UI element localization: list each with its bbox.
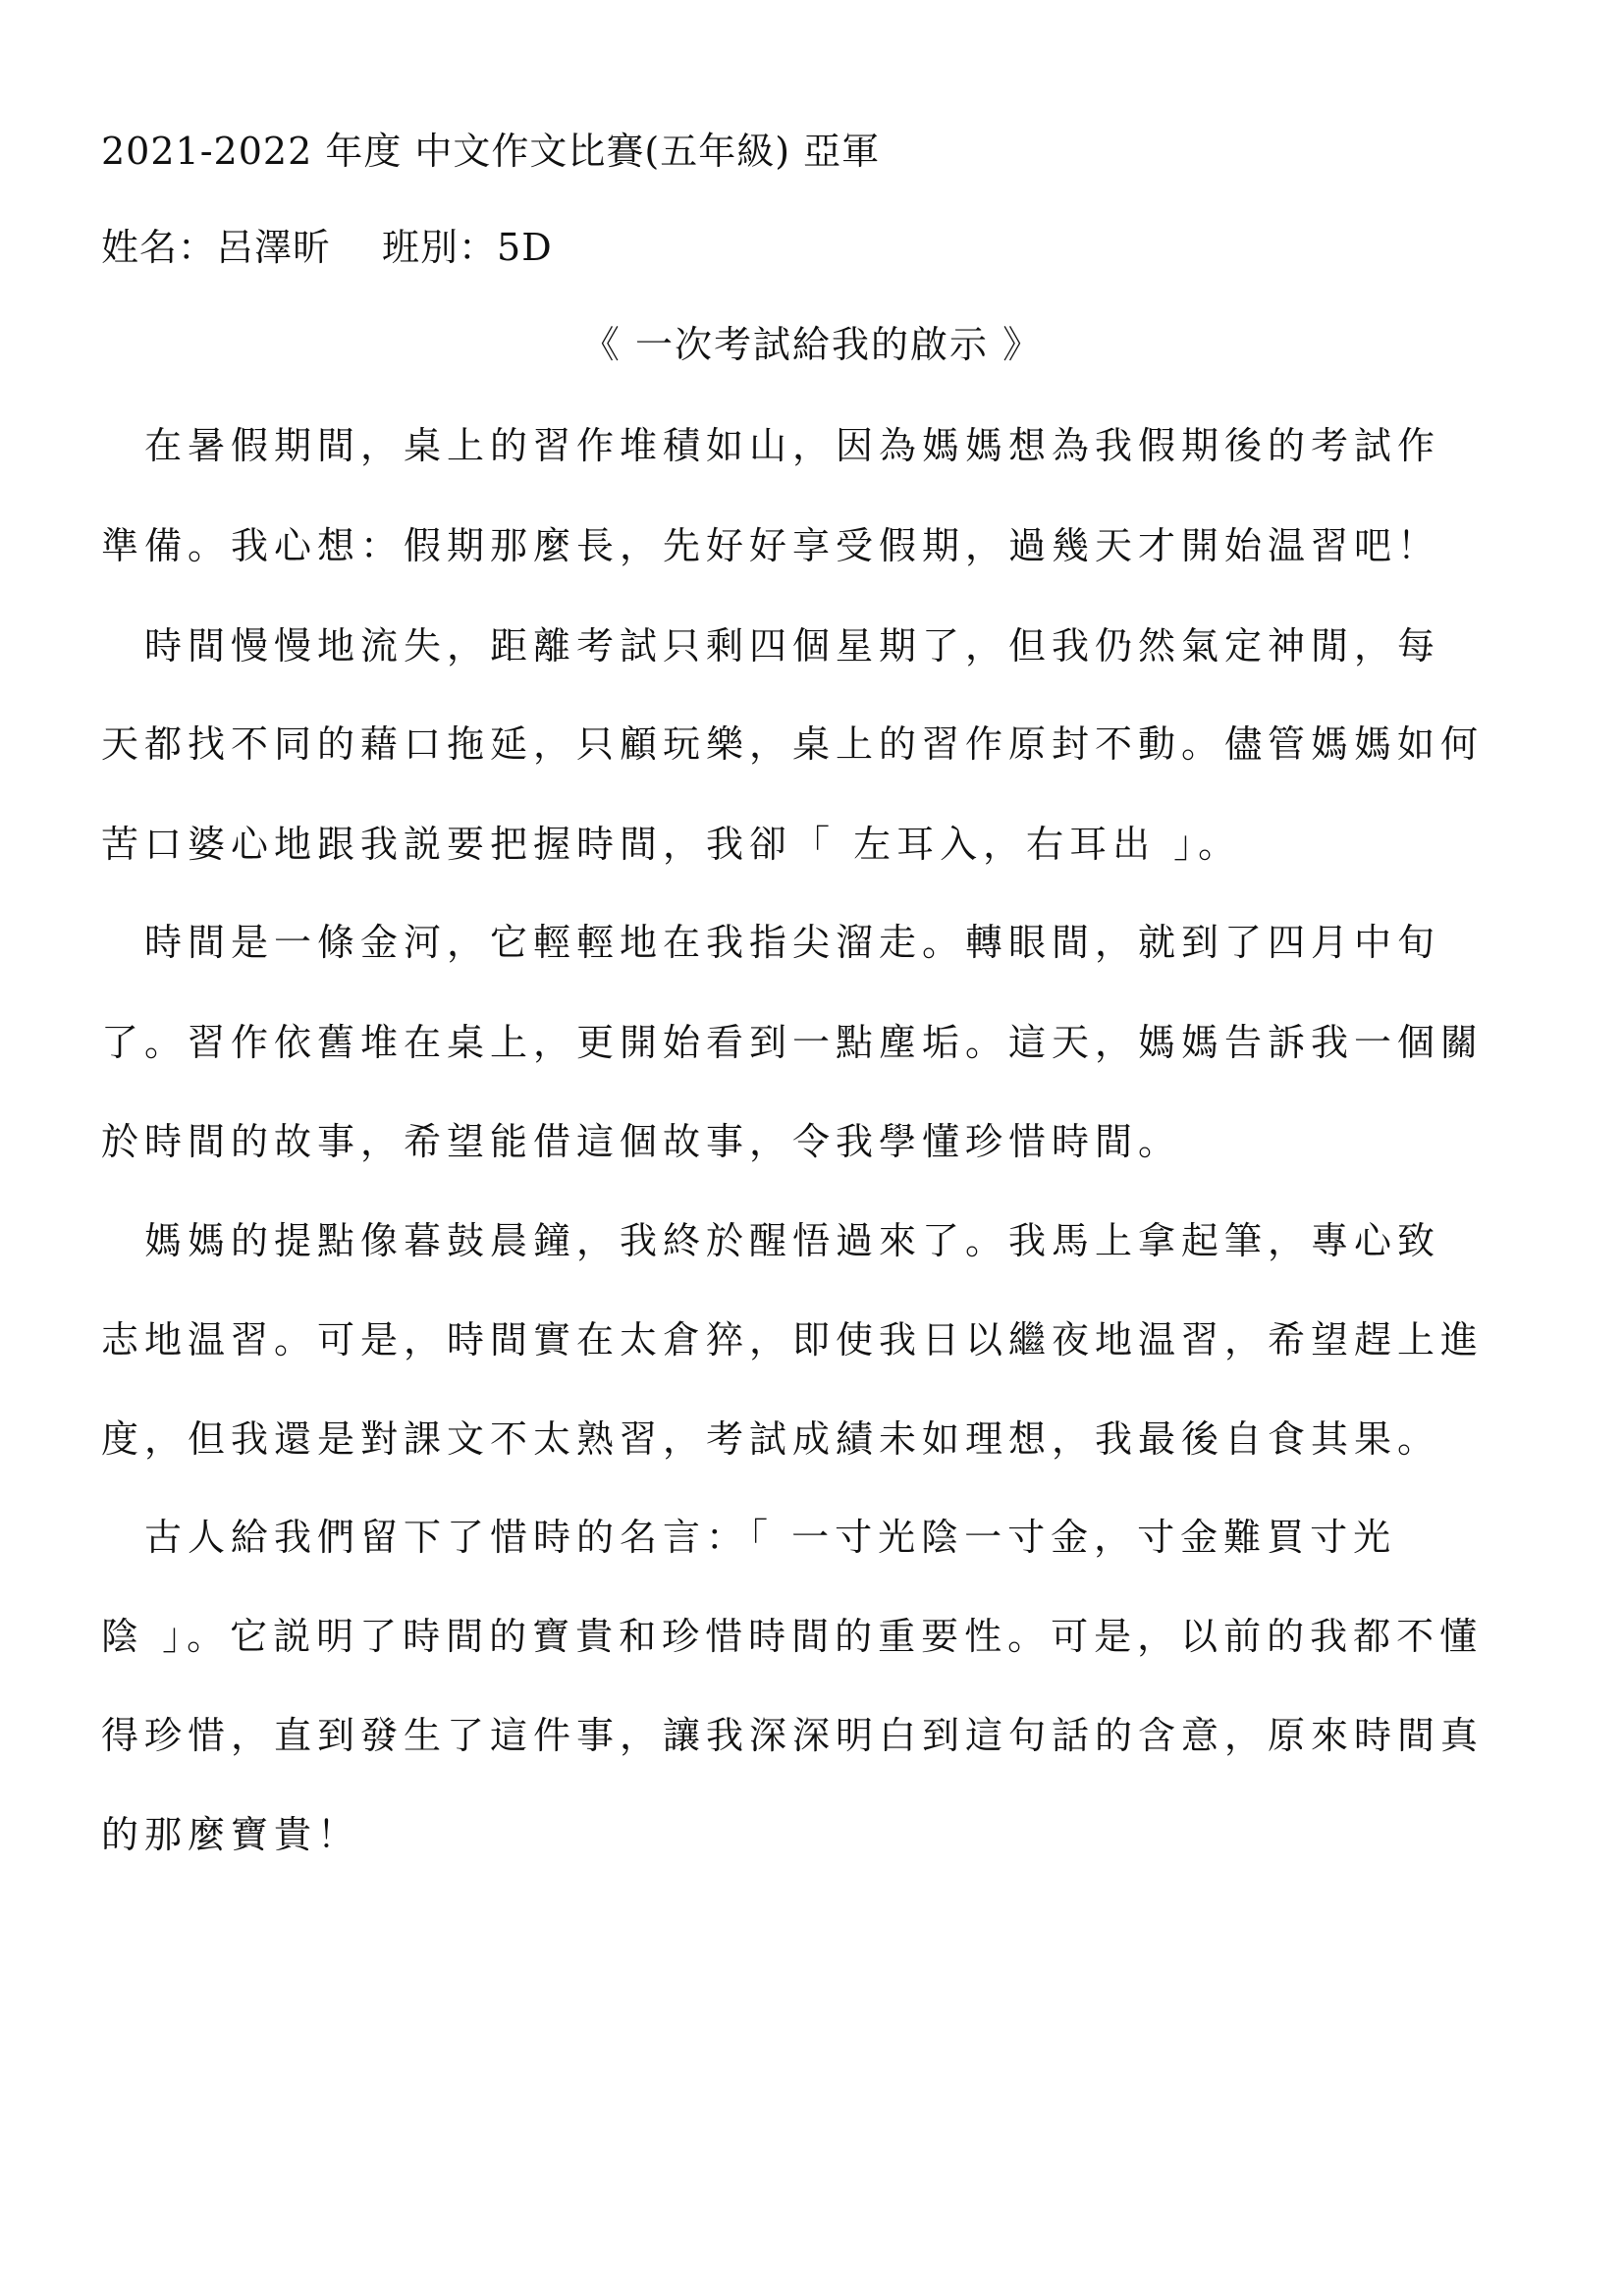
essay-title: 《 一次考試給我的啟示 》 xyxy=(581,323,1043,366)
student-name: 姓名：呂澤昕 xyxy=(101,226,332,269)
essay-line: 苦口婆心地跟我説要把握時間，我卻「 左耳入，右耳出 」。 xyxy=(101,823,1242,866)
essay-line: 媽媽的提點像暮鼓晨鐘，我終於醒悟過來了。我馬上拿起筆，專心致 xyxy=(101,1219,1441,1262)
essay-line: 準備。我心想：假期那麼長，先好好享受假期，過幾天才開始温習吧！ xyxy=(101,524,1441,567)
competition-title: 2021-2022 年度 中文作文比賽(五年級) 亞軍 xyxy=(101,130,881,173)
essay-line: 時間慢慢地流失，距離考試只剩四個星期了，但我仍然氣定神閒，每 xyxy=(101,624,1441,667)
student-info xyxy=(101,224,553,271)
essay-line: 時間是一條金河，它輕輕地在我指尖溜走。轉眼間，就到了四月中旬 xyxy=(101,921,1441,964)
essay-line: 在暑假期間，桌上的習作堆積如山，因為媽媽想為我假期後的考試作 xyxy=(101,424,1441,467)
essay-line: 度，但我還是對課文不太熟習，考試成績未如理想，我最後自食其果。 xyxy=(101,1417,1441,1461)
essay-line: 了。習作依舊堆在桌上，更開始看到一點塵垢。這天，媽媽告訴我一個關 xyxy=(101,1021,1485,1064)
essay-line: 得珍惜，直到發生了這件事，讓我深深明白到這句話的含意，原來時間真 xyxy=(101,1714,1485,1757)
essay-line: 古人給我們留下了惜時的名言：「 一寸光陰一寸金，寸金難買寸光 xyxy=(101,1516,1397,1559)
essay-line: 陰 」。它説明了時間的寶貴和珍惜時間的重要性。可是，以前的我都不懂 xyxy=(101,1615,1484,1658)
essay-line: 於時間的故事，希望能借這個故事，令我學懂珍惜時間。 xyxy=(101,1120,1182,1163)
student-class: 班別：5D xyxy=(382,226,553,269)
essay-line: 志地温習。可是，時間實在太倉猝，即使我日以繼夜地温習，希望趕上進 xyxy=(101,1318,1485,1362)
essay-line: 的那麼寶貴！ xyxy=(101,1813,361,1856)
essay-line: 天都找不同的藉口拖延，只顧玩樂，桌上的習作原封不動。儘管媽媽如何 xyxy=(101,722,1485,766)
